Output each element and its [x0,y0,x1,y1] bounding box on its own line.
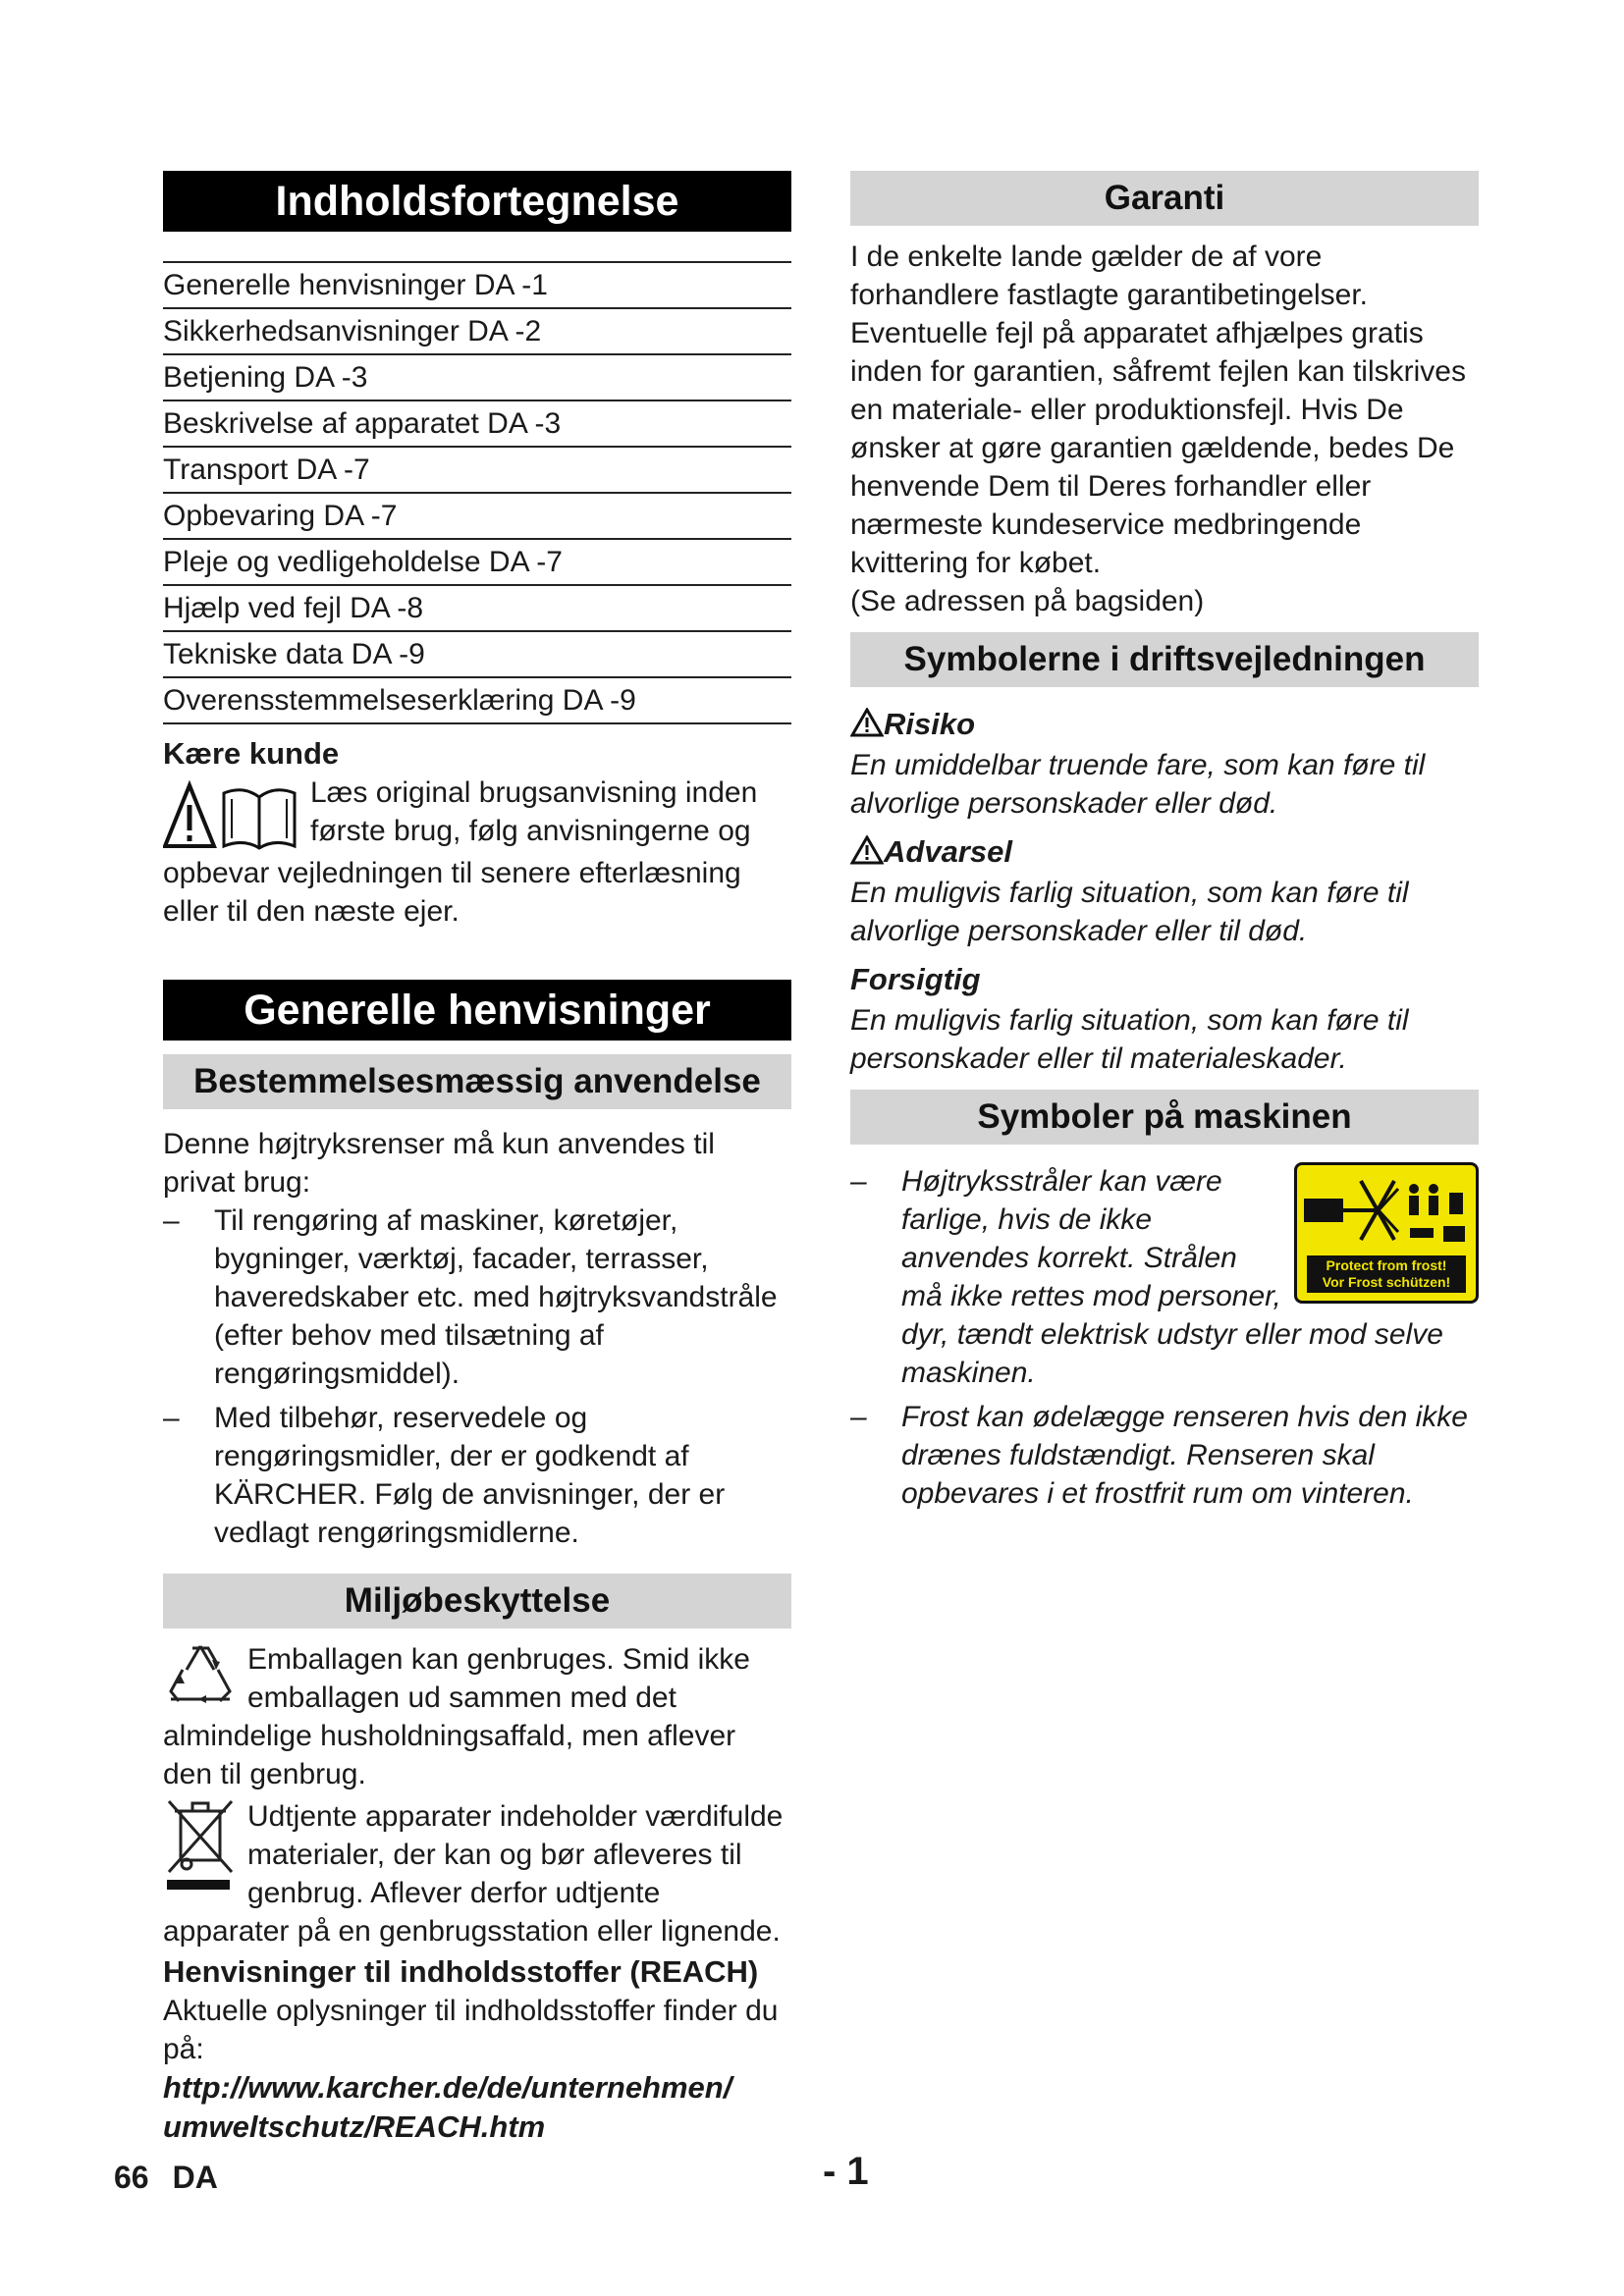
warning-label: Advarsel [850,832,1479,872]
dear-customer-line-d: eller til den næste ejer. [163,895,460,928]
warranty-address-note: (Se adressen på bagsiden) [850,585,1205,617]
caution-label: Forsigtig [850,962,981,996]
dear-customer-line-a: Læs original brugsanvisning inden [310,776,758,809]
warning-text: En muligvis farlig situation, som kan føre til alvorlige personskader eller til død. [850,877,1409,947]
left-column [163,171,791,2147]
dear-customer-line-c: opbevar vejledningen til senere efterlæsning [163,857,741,889]
caution-text: En muligvis farlig situation, som kan føre til personskader eller til materialeskader. [850,1004,1409,1075]
dear-customer-line-b: første brug, følg anvisningerne og [310,815,751,847]
language-code: DA [172,2160,218,2195]
warning-triangle-icon [850,835,884,865]
disposal-text: Udtjente apparater indeholder værdifulde materialer, der kan og bør afleveres til genbrug. Aflever derfor udtjente apparater på en genbrugsstation eller lignende. [163,1800,784,1948]
toc-item[interactable]: Overensstemmelseserklæring DA -9 [163,678,791,724]
intended-use-heading: Bestemmelsesmæssig anvendelse [163,1054,791,1109]
disposal-block [163,1797,791,1950]
reach-link-line-2[interactable]: umweltschutz/REACH.htm [163,2109,546,2144]
symbols-machine-list [850,1162,1479,1513]
toc-item[interactable]: Opbevaring DA -7 [163,494,791,540]
packaging-text: Emballagen kan genbruges. Smid ikke emballagen ud sammen med det almindelige husholdningsaffald, men aflever den til genbrug. [163,1643,750,1790]
reach-heading: Henvisninger til indholdsstoffer (REACH) [163,1954,759,1989]
dear-customer-heading: Kære kunde [163,736,340,771]
toc-item[interactable]: Beskrivelse af apparatet DA -3 [163,401,791,448]
label-line-2: Vor Frost schützen! [1322,1274,1451,1290]
risk-label: Risiko [850,705,1479,744]
footer-left [114,2160,242,2196]
section-page-number: - 1 [823,2150,869,2193]
toc-item[interactable]: Generelle henvisninger DA -1 [163,263,791,309]
page-number: 66 [114,2160,149,2195]
read-manual-icon [163,777,310,854]
right-column [850,171,1479,1513]
toc-item[interactable]: Transport DA -7 [163,448,791,494]
packaging-block [163,1640,791,1793]
symbols-machine-item-1: – Højtryksstråler kan være farlige, hvis de ikke anvendes korrekt. Strålen må ikke rettes mod personer, dyr, tændt elektrisk udstyr eller mod selve maskinen. [850,1165,1443,1389]
recycle-icon [163,1640,247,1713]
toc-title: Indholdsfortegnelse [163,171,791,232]
symbols-machine-item-2: – Frost kan ødelægge renseren hvis den ikke drænes fuldstændigt. Renseren skal opbevares i et frostfrit rum om vinteren. [850,1401,1468,1510]
warranty-heading: Garanti [850,171,1479,226]
intended-use-item-2: – Med tilbehør, reservedele og rengøringsmidler, der er godkendt af KÄRCHER. Følg de anvisninger, der er vedlagt rengøringsmidlerne. [163,1402,726,1549]
table-of-contents [163,261,791,724]
general-title: Generelle henvisninger [163,980,791,1041]
toc-item[interactable]: Hjælp ved fejl DA -8 [163,586,791,632]
toc-item[interactable]: Betjening DA -3 [163,355,791,401]
crossed-bin-icon [163,1797,247,1899]
warning-triangle-icon [850,708,884,737]
intended-use-intro: Denne højtryksrenser må kun anvendes til privat brug: [163,1128,715,1199]
symbols-machine-heading: Symboler på maskinen [850,1090,1479,1145]
dear-customer-section [163,734,791,931]
reach-text: Aktuelle oplysninger til indholdsstoffer finder du på: [163,1995,779,2065]
toc-item[interactable]: Sikkerhedsanvisninger DA -2 [163,309,791,355]
reach-link-line-1[interactable]: http://www.karcher.de/de/unternehmen/ [163,2070,732,2105]
symbols-manual-heading: Symbolerne i driftsvejledningen [850,632,1479,687]
environment-heading: Miljøbeskyttelse [163,1574,791,1629]
toc-item[interactable]: Tekniske data DA -9 [163,632,791,678]
risk-text: En umiddelbar truende fare, som kan føre til alvorlige personskader eller død. [850,749,1426,820]
toc-item[interactable]: Pleje og vedligeholdelse DA -7 [163,540,791,586]
warranty-text: I de enkelte lande gælder de af vore forhandlere fastlagte garantibetingelser. Eventuelle fejl på apparatet afhjælpes gratis inden for garantien, såfremt fejlen kan tilskrives en materiale- eller produktionsfejl. Hvis De ønsker at gøre garantien gældende, bedes De henvende Dem til Deres forhandler eller nærmeste kundeservice medbringende kvittering for købet. [850,240,1466,579]
label-line-1: Protect from frost! [1326,1257,1447,1273]
intended-use-item-1: – Til rengøring af maskiner, køretøjer, bygninger, værktøj, facader, terrasser, haveredskaber etc. med højtryksvandstråle (efter behov med tilsætning af rengøringsmiddel). [163,1204,778,1390]
